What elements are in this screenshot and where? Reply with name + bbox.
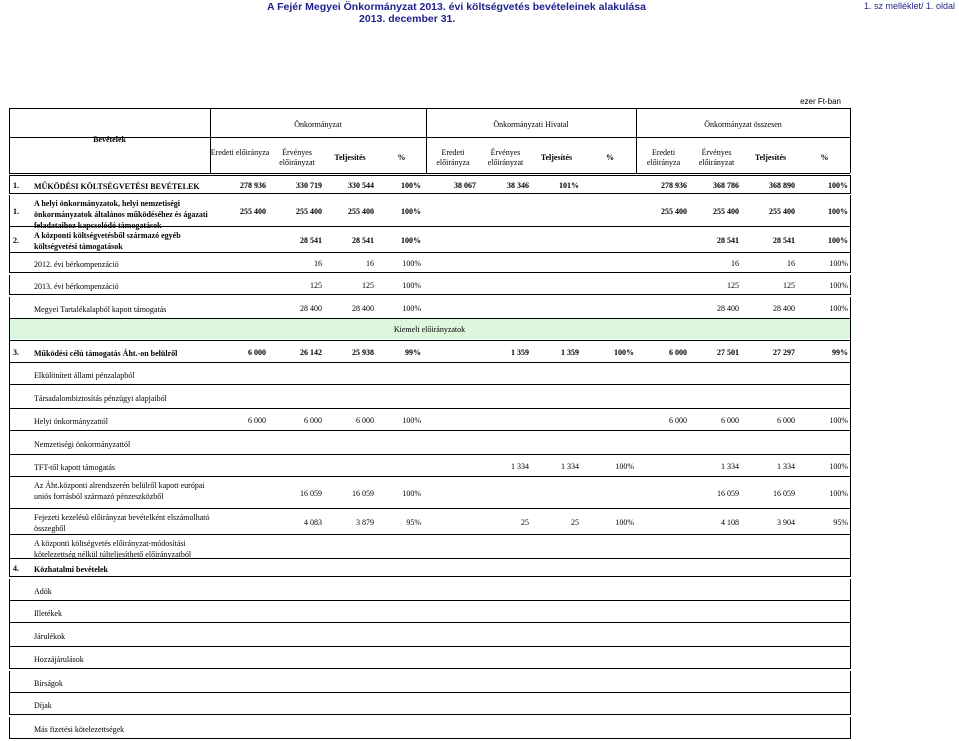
column-divider (9, 341, 10, 363)
row-label: Megyei Tartalékalapból kapott támogatás (34, 305, 167, 314)
document-title: A Fejér Megyei Önkormányzat 2013. évi költségvetés bevételeinek alakulása (267, 1, 646, 13)
row-divider (9, 622, 850, 623)
column-divider (850, 509, 851, 535)
value-cell: 1 334 (561, 462, 579, 471)
row-label: Társadalombiztosítás pénzügyi alapjaiból (34, 394, 167, 403)
row-label: Díjak (34, 701, 52, 710)
value-cell: 27 297 (773, 348, 795, 357)
value-cell: 25 938 (352, 348, 374, 357)
column-divider (850, 431, 851, 455)
value-cell: 38 346 (507, 180, 529, 190)
row-divider (9, 384, 850, 385)
value-cell: 6 000 (669, 416, 687, 425)
value-cell: 100% (401, 180, 421, 190)
column-divider (9, 535, 10, 559)
header-col-ervenyes: Érvényes előirányzat (487, 148, 524, 167)
row-divider (9, 272, 850, 273)
row-divider (9, 714, 850, 715)
header-col-eredeti: Eredeti előirányza (210, 148, 270, 157)
header-col-eredeti: Eredeti előirányza (436, 148, 470, 167)
row-divider (9, 692, 850, 693)
value-cell: 6 000 (669, 348, 687, 357)
column-divider (9, 175, 10, 194)
value-cell: 100% (828, 180, 848, 190)
value-cell: 255 400 (296, 207, 322, 216)
value-cell: 100% (829, 489, 848, 498)
value-cell: 100% (829, 281, 848, 290)
value-cell: 6 000 (356, 416, 374, 425)
column-divider (9, 297, 10, 319)
value-cell: 16 059 (773, 489, 795, 498)
value-cell: 100% (829, 462, 848, 471)
column-divider (850, 341, 851, 363)
column-divider (850, 559, 851, 577)
value-cell: 100% (615, 518, 634, 527)
row-divider (9, 646, 850, 647)
column-divider (9, 693, 10, 715)
value-cell: 28 541 (300, 236, 322, 245)
row-divider (9, 252, 850, 253)
column-divider (210, 108, 211, 173)
value-cell: 6 000 (777, 416, 795, 425)
value-cell: 100% (402, 416, 421, 425)
body-top-border (9, 175, 850, 176)
value-cell: 3 904 (777, 518, 795, 527)
header-group-osszesen: Önkormányzat összesen (704, 120, 782, 129)
value-cell: 1 359 (511, 348, 529, 357)
value-cell: 38 067 (454, 180, 476, 190)
row-label: A központi költségvetés előirányzat-módosítási kötelezettség nélkül túlteljesíthető előirányzatból (34, 539, 192, 559)
header-top-border (9, 108, 850, 109)
value-cell: 3 879 (356, 518, 374, 527)
row-label: Hozzájárulások (34, 655, 84, 664)
row-label: 2013. évi bérkompenzáció (34, 282, 119, 291)
column-divider (9, 623, 10, 647)
value-cell: 101% (559, 180, 579, 190)
unit-label: ezer Ft-ban (800, 97, 841, 106)
row-label: Fejezeti kezelésű előirányzat bevételként elszámolható összegből (34, 513, 210, 533)
value-cell: 100% (829, 259, 848, 268)
column-divider (9, 647, 10, 669)
row-divider (9, 576, 850, 577)
column-divider (9, 409, 10, 431)
row-label: Az Áht.központi alrendszerén belülről kapott európai uniós forrásból származó pénzeszközből (34, 481, 205, 501)
row-divider (9, 294, 850, 295)
value-cell: 100% (401, 236, 421, 245)
column-divider (9, 455, 10, 477)
row-divider (9, 476, 850, 477)
section-title: Kiemelt előirányzatok (393, 325, 466, 334)
row-label: 2012. évi bérkompenzáció (34, 260, 119, 269)
column-divider (850, 318, 851, 341)
value-cell: 278 936 (240, 180, 266, 190)
value-cell: 1 359 (561, 348, 579, 357)
section-top-border (9, 318, 850, 319)
header-group-onkormanyzat: Önkormányzat (294, 120, 342, 129)
value-cell: 99% (832, 348, 848, 357)
row-number: 2. (13, 236, 19, 245)
column-divider (9, 601, 10, 623)
value-cell: 16 (731, 259, 739, 268)
value-cell: 16 059 (717, 489, 739, 498)
value-cell: 100% (402, 281, 421, 290)
column-divider (9, 477, 10, 509)
row-label: A helyi önkormányzatok, helyi nemzetiségi önkormányzatok általános működéséhez és ágazati feladataihoz kapcsolódó támogatások (34, 199, 208, 230)
row-label: Közhatalmi bevételek (34, 565, 108, 574)
row-number: 1. (13, 207, 19, 216)
value-cell: 6 000 (304, 416, 322, 425)
value-cell: 100% (615, 462, 634, 471)
value-cell: 125 (310, 281, 322, 290)
value-cell: 28 541 (773, 236, 795, 245)
value-cell: 1 334 (511, 462, 529, 471)
value-cell: 28 400 (300, 304, 322, 313)
header-col-ervenyes: Érvényes előirányzat (279, 148, 315, 167)
value-cell: 330 544 (348, 180, 374, 190)
value-cell: 4 083 (304, 518, 322, 527)
value-cell: 16 (366, 259, 374, 268)
section-bottom-border (9, 340, 850, 341)
value-cell: 26 142 (300, 348, 322, 357)
column-divider (850, 409, 851, 431)
row-label: Adók (34, 587, 52, 596)
row-label: Elkülönített állami pénzalapból (34, 371, 135, 380)
value-cell: 1 334 (777, 462, 795, 471)
header-col-teljesites: Teljesítés (334, 153, 366, 162)
value-cell: 28 400 (352, 304, 374, 313)
column-divider (850, 108, 851, 173)
column-divider (9, 227, 10, 253)
value-cell: 255 400 (661, 207, 687, 216)
row-divider (9, 408, 850, 409)
value-cell: 278 936 (661, 180, 687, 190)
value-cell: 255 400 (348, 207, 374, 216)
header-col-teljesites: Teljesítés (540, 153, 573, 162)
value-cell: 368 890 (769, 180, 795, 190)
column-divider (850, 455, 851, 477)
header-col-pct: % (397, 153, 406, 162)
value-cell: 6 000 (721, 416, 739, 425)
value-cell: 100% (402, 489, 421, 498)
column-divider (9, 195, 10, 227)
header-col-pct: % (820, 153, 829, 162)
column-divider (850, 623, 851, 647)
row-divider (9, 454, 850, 455)
value-cell: 100% (828, 207, 848, 216)
column-divider (850, 671, 851, 693)
column-divider (850, 253, 851, 273)
row-divider (9, 193, 850, 194)
column-divider (850, 477, 851, 509)
value-cell: 368 786 (713, 180, 739, 190)
row-label: Helyi önkormányzattól (34, 417, 108, 426)
header-col-pct: % (606, 153, 614, 162)
value-cell: 27 501 (717, 348, 739, 357)
value-cell: 100% (829, 416, 848, 425)
column-divider (850, 275, 851, 295)
column-divider (9, 275, 10, 295)
value-cell: 28 541 (717, 236, 739, 245)
column-divider (850, 579, 851, 601)
value-cell: 100% (402, 304, 421, 313)
column-divider (850, 363, 851, 385)
value-cell: 1 334 (721, 462, 739, 471)
column-divider (850, 227, 851, 253)
column-divider (850, 175, 851, 194)
row-number: 3. (13, 348, 19, 357)
row-divider (9, 430, 850, 431)
header-bottom-border (9, 173, 850, 174)
row-label: Működési célú támogatás Áht.-on belülről (34, 349, 178, 358)
column-divider (9, 253, 10, 273)
row-label: Járulékok (34, 632, 66, 641)
column-divider (850, 195, 851, 227)
row-label: Nemzetiségi önkormányzattól (34, 440, 131, 449)
page-reference: 1. sz melléklet/ 1. oldal (863, 1, 955, 11)
row-number: 1. (13, 180, 19, 190)
header-group-hivatal: Önkormányzati Hivatal (493, 120, 569, 129)
value-cell: 255 400 (713, 207, 739, 216)
value-cell: 28 400 (717, 304, 739, 313)
value-cell: 255 400 (240, 207, 266, 216)
value-cell: 16 059 (352, 489, 374, 498)
value-cell: 100% (402, 259, 421, 268)
row-label: MŰKÖDÉSI KÖLTSÉGVETÉSI BEVÉTELEK (34, 181, 200, 191)
document-date: 2013. december 31. (359, 13, 456, 25)
header-col-ervenyes: Érvényes előirányzat (698, 148, 735, 167)
value-cell: 25 (571, 518, 579, 527)
row-divider (9, 668, 850, 669)
value-cell: 95% (406, 518, 421, 527)
column-divider (9, 431, 10, 455)
column-divider (850, 647, 851, 669)
column-divider (850, 601, 851, 623)
value-cell: 4 108 (721, 518, 739, 527)
column-divider (9, 318, 10, 341)
column-divider (850, 535, 851, 559)
row-divider (9, 600, 850, 601)
row-label: Más fizetési kötelezettségek (34, 725, 125, 734)
value-cell: 28 400 (773, 304, 795, 313)
row-divider (9, 738, 850, 739)
column-divider (9, 385, 10, 409)
value-cell: 6 000 (248, 416, 266, 425)
row-label: Bírságok (34, 679, 63, 688)
header-col-teljesites: Teljesítés (754, 153, 787, 162)
value-cell: 16 (314, 259, 322, 268)
value-cell: 330 719 (296, 180, 322, 190)
row-label: A központi költségvetésből származó egyéb költségvetési támogatások (34, 231, 181, 251)
value-cell: 100% (829, 304, 848, 313)
column-divider (850, 385, 851, 409)
value-cell: 100% (614, 348, 634, 357)
value-cell: 95% (833, 518, 848, 527)
value-cell: 100% (401, 207, 421, 216)
value-cell: 99% (405, 348, 421, 357)
value-cell: 255 400 (769, 207, 795, 216)
header-row-label: Bevételek (93, 135, 126, 144)
column-divider (850, 297, 851, 319)
value-cell: 28 541 (352, 236, 374, 245)
value-cell: 125 (783, 281, 795, 290)
row-label: Illetékek (34, 609, 62, 618)
column-divider (850, 717, 851, 739)
row-divider (9, 508, 850, 509)
value-cell: 125 (362, 281, 374, 290)
column-divider (9, 363, 10, 385)
value-cell: 100% (828, 236, 848, 245)
column-divider (9, 559, 10, 577)
value-cell: 16 059 (300, 489, 322, 498)
column-divider (9, 579, 10, 601)
value-cell: 16 (787, 259, 795, 268)
row-divider (9, 534, 850, 535)
header-col-eredeti: Eredeti előirányza (646, 148, 681, 167)
row-label: TFT-től kapott támogatás (34, 463, 116, 472)
column-divider (9, 717, 10, 739)
column-divider (850, 693, 851, 715)
value-cell: 6 000 (248, 348, 266, 357)
value-cell: 125 (727, 281, 739, 290)
column-divider (9, 509, 10, 535)
row-number: 4. (13, 564, 19, 573)
column-divider (9, 671, 10, 693)
row-divider (9, 362, 850, 363)
value-cell: 25 (521, 518, 529, 527)
